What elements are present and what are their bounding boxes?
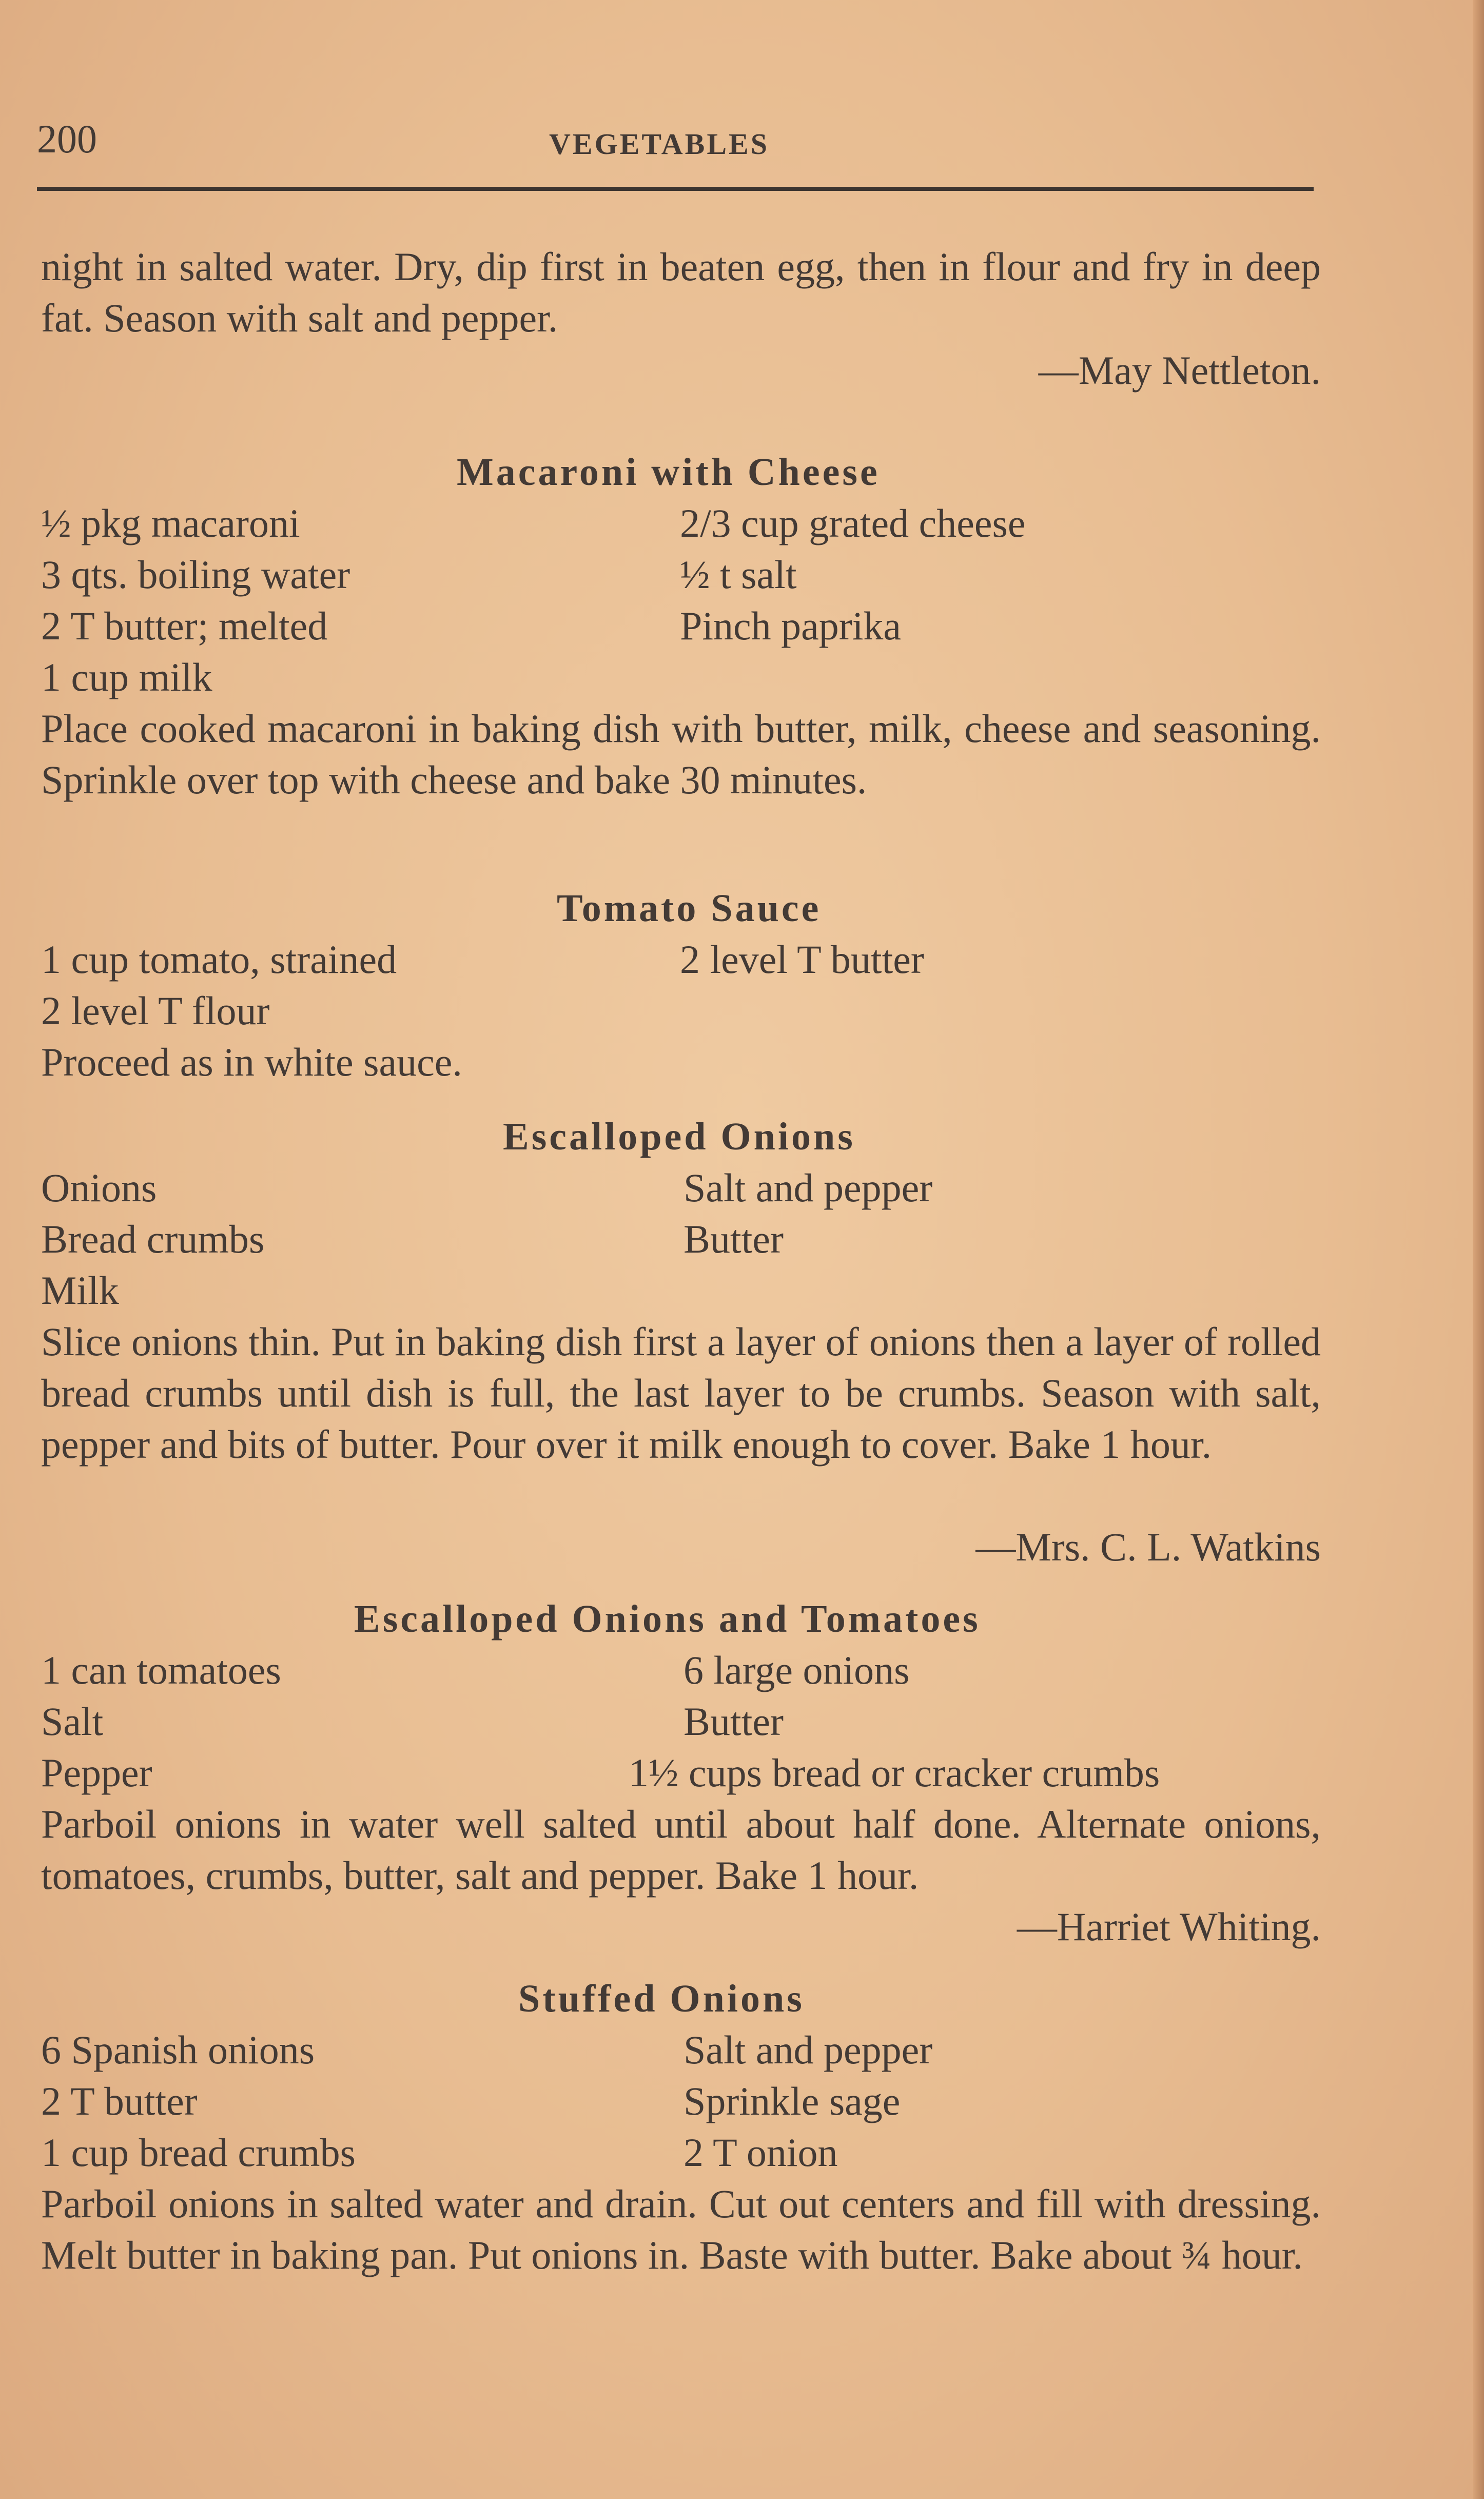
ingredient: Salt and pepper bbox=[684, 2027, 933, 2072]
ingredient: Bread crumbs bbox=[41, 1217, 265, 1261]
ingredient: 6 large onions bbox=[684, 1648, 910, 1692]
recipe-method-macaroni: Place cooked macaroni in baking dish with butter, milk, cheese and seasoning. Sprinkle over top with cheese and bake 30 minutes. bbox=[41, 706, 1321, 802]
recipe-method-tomato-sauce: Proceed as in white sauce. bbox=[41, 1040, 462, 1084]
recipe-method-stuffed-onions: Parboil onions in salted water and drain. Cut out centers and fill with dressing. Melt butter in baking pan. Put onions in. Baste with butter. Bake about ¾ hour. bbox=[41, 2181, 1321, 2277]
ingredient: Sprinkle sage bbox=[684, 2079, 901, 2123]
ingredient: Salt and pepper bbox=[684, 1165, 933, 1210]
header-rule bbox=[37, 187, 1314, 191]
recipe-method-escalloped-onions: Slice onions thin. Put in baking dish first a layer of onions then a layer of rolled bread crumbs until dish is full, the last layer to be crumbs. Season with salt, pepper and bits of butter. Pour over it milk enough to cover. Bake 1 hour. bbox=[41, 1319, 1321, 1467]
ingredient: ½ pkg macaroni bbox=[41, 501, 300, 545]
recipe-title-macaroni: Macaroni with Cheese bbox=[457, 451, 880, 494]
ingredient: 1 cup milk bbox=[41, 655, 212, 699]
ingredient: 2 level T butter bbox=[680, 937, 924, 982]
intro-paragraph: night in salted water. Dry, dip first in beaten egg, then in flour and fry in deep fat. Season with salt and pepper. bbox=[41, 244, 1321, 340]
ingredient: Milk bbox=[41, 1268, 119, 1313]
recipe-attribution-watkins: —Mrs. C. L. Watkins bbox=[975, 1525, 1321, 1569]
ingredient: 2 T butter; melted bbox=[41, 603, 328, 648]
ingredient: 1 cup bread crumbs bbox=[41, 2130, 356, 2175]
intro-attribution: —May Nettleton. bbox=[1038, 348, 1321, 393]
ingredient: 2 level T flour bbox=[41, 988, 270, 1033]
ingredient: Salt bbox=[41, 1699, 104, 1744]
ingredient: 1½ cups bread or cracker crumbs bbox=[629, 1750, 1160, 1795]
recipe-title-onions-tomatoes: Escalloped Onions and Tomatoes bbox=[354, 1597, 981, 1641]
ingredient: 6 Spanish onions bbox=[41, 2027, 315, 2072]
recipe-title-escalloped-onions: Escalloped Onions bbox=[503, 1115, 855, 1158]
ingredient: Butter bbox=[684, 1699, 784, 1744]
ingredient: 1 can tomatoes bbox=[41, 1648, 281, 1692]
ingredient: Pepper bbox=[41, 1750, 152, 1795]
ingredient: 2/3 cup grated cheese bbox=[680, 501, 1026, 545]
ingredient: Pinch paprika bbox=[680, 603, 902, 648]
recipe-attribution-whiting: —Harriet Whiting. bbox=[1017, 1904, 1321, 1949]
ingredient: 3 qts. boiling water bbox=[41, 552, 350, 597]
ingredient: Onions bbox=[41, 1165, 157, 1210]
ingredient: 2 T onion bbox=[684, 2130, 838, 2175]
recipe-title-stuffed-onions: Stuffed Onions bbox=[518, 1977, 805, 2020]
recipe-method-onions-tomatoes: Parboil onions in water well salted until about half done. Alternate onions, tomatoes, crumbs, butter, salt and pepper. Bake 1 hour. bbox=[41, 1802, 1321, 1898]
ingredient: 2 T butter bbox=[41, 2079, 198, 2123]
page-number: 200 bbox=[37, 116, 97, 161]
ingredient: ½ t salt bbox=[680, 552, 797, 597]
running-title: VEGETABLES bbox=[549, 127, 769, 161]
ingredient: Butter bbox=[684, 1217, 784, 1261]
page-edge bbox=[1473, 0, 1484, 2499]
ingredient: 1 cup tomato, strained bbox=[41, 937, 397, 982]
recipe-title-tomato-sauce: Tomato Sauce bbox=[557, 887, 822, 930]
